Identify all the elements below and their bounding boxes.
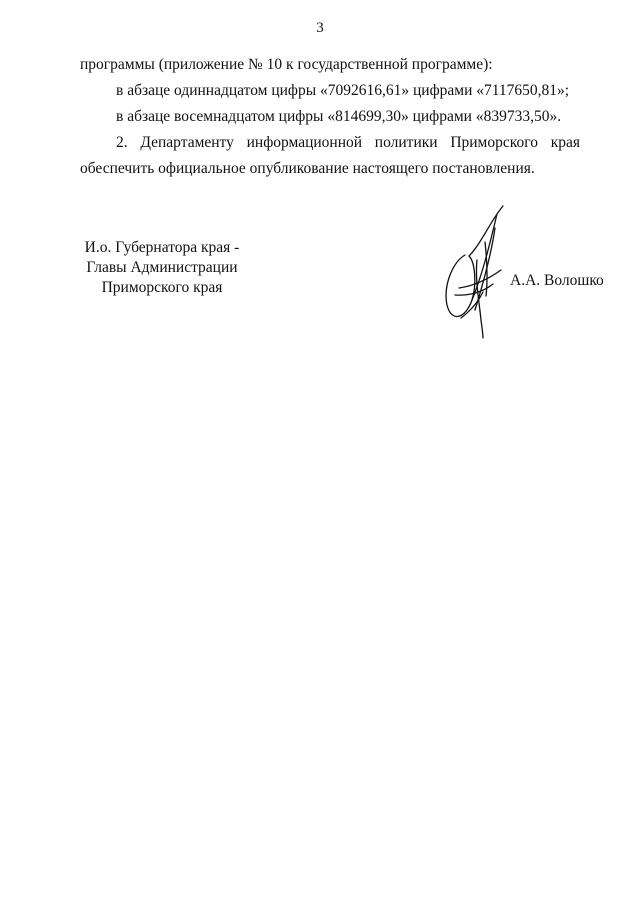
signatory-title-line-3: Приморского края: [101, 279, 223, 296]
body-line-1: программы (приложение № 10 к государственной программе):: [80, 56, 493, 73]
body-line-2: в абзаце одиннадцатом цифры «7092616,61» цифрами «7117650,81»;: [116, 82, 570, 99]
page-number: 3: [316, 20, 324, 36]
body-line-3: в абзаце восемнадцатом цифры «814699,30» цифрами «839733,50».: [116, 108, 562, 125]
signatory-title: [62, 238, 262, 298]
signatory-title-line-2: Главы Администрации: [86, 259, 238, 276]
signatory-title-line-1: И.о. Губернатора края -: [84, 239, 240, 256]
signatory-name: А.А. Волошко: [510, 272, 604, 289]
body-line-4: 2. Департаменту информационной политики Приморского края: [116, 134, 580, 151]
body-line-5: обеспечить официальное опубликование настоящего постановления.: [80, 160, 535, 177]
document-body: [80, 52, 580, 182]
signature-icon: [425, 200, 520, 340]
